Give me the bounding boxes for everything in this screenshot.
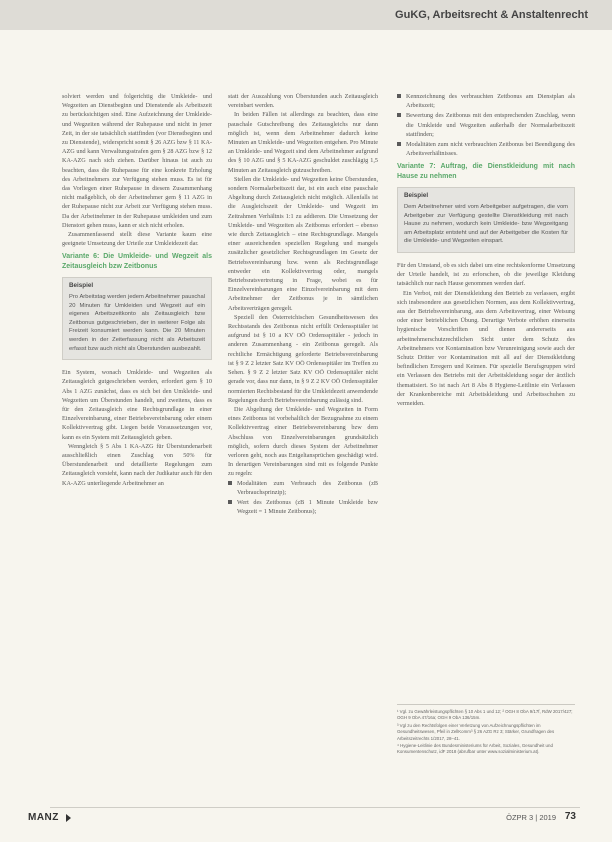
footnote: ⁴ Hygiene-Leitlinie des Bundesministeriums für Arbeit, Soziales, Gesundheit und Konsumentenschutz, idF 2018 (abrufbar unter www.sozialministerium.at). [397,743,553,755]
example-box [397,187,575,253]
column-3 [397,92,575,408]
footer-divider [50,807,580,808]
running-head: GuKG, Arbeitsrecht & Anstaltenrecht [395,9,588,21]
list-item: Wert des Zeitbonus (zB 1 Minute Umkleide bzw Wegzeit = 1 Minute Zeitbonus); [228,498,378,516]
example-box-text: Dem Arbeitnehmer wird vom Arbeitgeber aufgetragen, die vom Arbeitgeber zur Verfügung gestellte Dienstkleidung mit nach Hause zu nehmen, wodurch kein Umkleide- bzw Wegzeitgang am Arbeitsplatz entsteht und auf der Arbeitgeber die Kosten für die Umkleide- und Wegzeiten einspart. [404,204,568,245]
paragraph: statt der Auszahlung von Überstunden auch Zeitausgleich vereinbart werden. [228,93,378,110]
paragraph: solviert werden und folgerichtig die Umkleide- und Wegzeiten an Dienstbeginn und Dienstende als Arbeitszeit zu berücksichtigen sind. Eine Aufzeichnung der Umkleide- und Wegzeiten während der Ruhepause und nicht in jener Zeit, in der sie tatsächlich stattfinden (vor Dienstbeginn und zu Dienstende), widerspricht somit § 26 AZG bzw § 11 KA-AZG und kann Verwaltungsstrafen gem § 28 AZG bzw § 12 KA-AZG nach sich ziehen. Darüber hinaus ist auch zu beachten, dass die Ruhepause für eine konkrete Erholung des Arbeitnehmers zur Verfügung stehen muss. Es ist für das Vorliegen einer Ruhepause in diesem Zusammenhang nicht maßgeblich, ob der Arbeitnehmer gem § 11 AZG in der Ruhepause nicht zur Arbeit zur Verfügung stehen muss. Da der Arbeitnehmer in der Ruhepause umkleiden und zum Dienstort gehen muss, kann er sich nicht erholen. [62,93,212,229]
example-box-text: Pro Arbeitstag werden jedem Arbeitnehmer pauschal 20 Minuten für Umkleiden und Wegzeit auf ein eigenes Arbeitszeitkonto als Zeitausgleich bzw Zeitbonus gutgeschrieben, der in weiterer Folge als Freizeit konsumiert werden kann. Die 20 Minuten werden in der Zeiterfassung nicht als Arbeitszeit erfasst bzw auch nicht als Überstunden ausbezahlt. [69,294,205,352]
section-heading-variante-6: Variante 6: Die Umkleide- und Wegzeit als Zeitausgleich bzw Zeitbonus [62,253,212,270]
example-box [62,277,212,360]
logo-arrow-icon [66,814,71,822]
list-item: Modalitäten zum Verbrauch des Zeitbonus (zB Verbrauchsprinzip); [228,479,378,497]
footnotes [397,704,575,757]
section-heading-variante-7: Variante 7: Auftrag, die Dienstkleidung mit nach Hause zu nehmen [397,163,575,180]
footnote: ³ Vgl zu den Rechtsfolgen einer Verletzung von Aufzeichnungspflichten im Gesundheitswesen, Pfeil in ZellKomm³ § 26 AZG Rz 3; Stärker, Grundfragen des Arbeitszeitrechts 1/2017, 28–41. [397,722,555,741]
paragraph: Zusammenfassend stellt diese Variante kaum eine geeignete Umsetzung der Urteile zur Umkleidezeit dar. [62,231,212,248]
list-item: Kennzeichnung des verbrauchten Zeitbonus am Dienstplan als Arbeitszeit; [397,92,575,110]
bullet-list [228,479,378,517]
bullet-list [397,92,575,158]
list-item: Modalitäten zum nicht verbrauchten Zeitbonus bei Beendigung des Arbeitsverhältnisses. [397,140,575,158]
paragraph: Stellen die Umkleide- und Wegzeiten keine Überstunden, sondern Normalarbeitszeit dar, ist ein auch eine pauschale Abgeltung durch Zeitausgleich nicht möglich. Allenfalls ist die Ausgleichszeit der Umkleide- und Wegzeit im Zeitrahmen Verhältnis 1:1 zu addieren. Die Umsetzung der Umkleide- und Wegzeiten als Zeitbonus erfordert – ebenso wie durch Zeitausgleich – eine Rechtsgrundlage. Mangels einer ausreichenden speziellen Regelung und mangels zusätzlicher gesetzlicher Rechtsgrundlagen im Gesetz der Betriebsvereinbarung bzw. wenn als Rechtsgrundlage entweder ein Kollektivvertrag oder, mangels Betriebsratsvertretung in Frage, wobei es für Einzelvereinbarungen eine Einzelvereinbarung mit dem Arbeitnehmer der Zeitbonus je in sämtlichen Arbeitsverträgen geregelt. [228,175,378,312]
list-item: Bewertung des Zeitbonus mit den entsprechenden Zuschlag, wenn die Umkleide und Wegzeiten außerhalb der Normalarbeitszeit stattfinden; [397,111,575,139]
example-box-title: Beispiel [404,192,429,200]
paragraph: In beiden Fällen ist allerdings zu beachten, dass eine pauschale Gutschreibung des Zeitausgleichs nur dann möglich ist, wenn dem Arbeitnehmer dadurch keine Minuten an Umkleide- und Wegzeiten entgehen. Pro Minute an Umkleide- und Wegzeit sind dem Arbeitnehmer aufgrund des § 10 AZG und § 5 KA-AZG geschuldet zuschlägig 1,5 Minuten an Zeitausgleich gutzuschreiben. [228,111,378,174]
publisher-logo: MANZ [28,812,59,823]
paragraph: Wenngleich § 5 Abs 1 KA-AZG für Überstundenarbeit ausschließlich einen Zuschlag von 50% für Überstundenarbeit und detaillierte Regelungen zum Zeitausgleich vorsieht, kann nach der Judikatur auch für den KA-AZG unterliegende Arbeitnehmer an [62,442,212,487]
footnote: ¹ Vgl. zu Gewährleistungspflichten § 10 Abs 1 und 12; ² OGH 8 ObA 9/17f, RdW 2017/427; OGH 9 ObA 47/16a; OGH 9 ObA 136/15m. [397,709,573,721]
paragraph: Für den Umstand, ob es sich dabei um eine rechtskonforme Umsetzung der Urteile handelt, ist zu erforschen, ob die jeweilige Kleidung tatsächlich nur nach Hause genommen werden darf. [397,261,575,288]
paragraph: Ein System, wonach Umkleide- und Wegzeiten als Zeitausgleich gutgeschrieben werden, erfordert gem § 10 Abs 1 AZG zunächst, dass es sich bei den Umkleide- und Wegzeiten um Überstunden handelt, und zweitens, dass es für den Zeitausgleich eine Rechtsgrundlage in einer Einzelvereinbarung, einer Betriebsvereinbarung oder einem Kollektivvertrag gibt. Liegen beide Voraussetzungen vor, kann es ein System mit Zeitausgleich geben. [62,369,212,441]
page-number: 73 [564,811,576,822]
paragraph: Speziell den Österreichischen Gesundheitswesen des Rechtsstands des Zeitbonus nicht erfüllt Ordensspitäler ist aufgrund ist § 10 a KV OÖ Ordensspitäler - jedoch in anderen Zusammenhang - ein Zeitbonus geregelt. Als rechtliche Ermächtigung geforderte Betriebsvereinbarung ist § 9 Z 2 letzter Satz KV OÖ Ordensspitäler im Treffen zu Sehen. § 9 Z 2 letzter Satz KV OÖ Ordensspitäler nicht gerade vor, dass nur dann, in § 9 Z 2 KV OÖ Ordensspitäler normierten Rechtsbestand für die Umkleidezeit anwendende Regelungen durch Betriebsvereinbarung zulässig sind. [228,313,378,404]
journal-label: ÖZPR 3 | 2019 [506,813,556,822]
example-box-title: Beispiel [69,282,94,290]
paragraph: Ein Verbot, mit der Dienstkleidung den Betrieb zu verlassen, ergibt sich insbesondere aus gesetzlichen Normen, aus dem Kollektivvertrag, aus der Betriebsvereinbarung, aus dem Arbeitsvertrag, einer Weisung oder einer betrieblichen Übung. Derartige Verbote erhöhen einerseits hygienische Vorschriften und dienen andererseits aus arbeitnehmerschutzrechtlichen Sicht unter dem Schutz des Arbeitnehmers vor Kontamination bzw Verunreinigung sowie auch der Schutz Dritter vor Kontamination mit all auf der Dienstkleidung befindlichen Erregern und Keimen. Für spezielle Berufsgruppen wird ein Verlassen des Betriebs mit der Arbeitskleidung sogar der ärztlich thematisiert. So ist nach Art 8 Abs 8 Hygiene-Leitlinie ein Verlassen der Krankenbereiche mit Arbeitskleidung und Arbeitsschuhen zu vermeiden. [397,289,575,408]
column-1 [62,92,212,488]
paragraph: Die Abgeltung der Umkleide- und Wegzeiten in Form eines Zeitbonus ist vorbehaltlich der Bezugnahme zu einem Kollektivvertrag einer Betriebsvereinbarung bzw dem Abschluss von Einzelvereinbarungen grundsätzlich möglich, sofern durch dieses System der Arbeitnehmer verloren geht, noch aus Entgeltansprüchen geschädigt wird. In derartigen Vereinbarungen sind mit es folgende Punkte zu regeln: [228,405,378,478]
column-2 [228,92,378,517]
